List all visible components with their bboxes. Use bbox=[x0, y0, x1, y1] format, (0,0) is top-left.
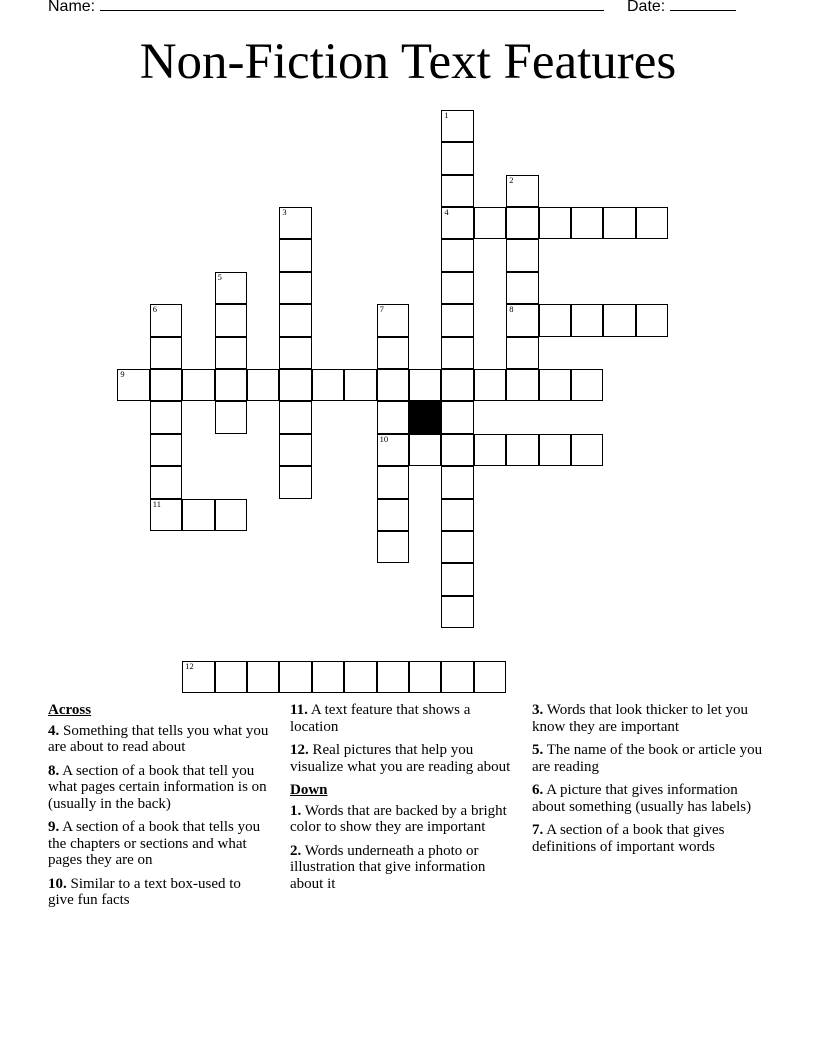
clues-column-1 bbox=[48, 702, 270, 916]
grid-cell[interactable] bbox=[377, 401, 409, 433]
grid-cell[interactable] bbox=[506, 175, 538, 207]
grid-cell[interactable] bbox=[182, 369, 214, 401]
grid-cell[interactable] bbox=[215, 661, 247, 693]
grid-cell[interactable] bbox=[377, 369, 409, 401]
grid-cell[interactable] bbox=[279, 272, 311, 304]
grid-cell[interactable] bbox=[150, 434, 182, 466]
grid-cell[interactable] bbox=[279, 661, 311, 693]
grid-cell[interactable] bbox=[247, 369, 279, 401]
clue-across-9: 9. A section of a book that tells you the chapters or sections and what pages they are on bbox=[48, 819, 261, 868]
grid-cell[interactable] bbox=[117, 369, 149, 401]
across-heading: Across bbox=[48, 702, 92, 718]
grid-cell[interactable] bbox=[441, 466, 473, 498]
clue-across-10: 10. Similar to a text box-used to give fun facts bbox=[48, 875, 241, 908]
grid-cell[interactable] bbox=[377, 661, 409, 693]
grid-cell[interactable] bbox=[279, 369, 311, 401]
grid-cell[interactable] bbox=[603, 207, 635, 239]
clue-number: 6 bbox=[152, 304, 158, 315]
grid-cell[interactable] bbox=[247, 661, 279, 693]
grid-cell[interactable] bbox=[441, 272, 473, 304]
clue-number: 3 bbox=[282, 207, 287, 217]
grid-cell[interactable] bbox=[441, 175, 473, 207]
grid-cell[interactable] bbox=[571, 207, 603, 239]
clue-number: 1 bbox=[444, 109, 449, 120]
grid-cell[interactable] bbox=[441, 239, 473, 271]
grid-cell[interactable] bbox=[377, 304, 409, 336]
grid-cell[interactable] bbox=[506, 434, 538, 466]
grid-cell[interactable] bbox=[474, 207, 506, 239]
clue-number: 12 bbox=[185, 660, 194, 671]
grid-cell[interactable] bbox=[279, 434, 311, 466]
grid-cell[interactable] bbox=[441, 304, 473, 336]
clue-down-5: 5. The name of the book or article you are reading bbox=[532, 742, 763, 775]
grid-cell[interactable] bbox=[215, 337, 247, 369]
clue-number: 5 bbox=[217, 271, 222, 282]
grid-cell[interactable] bbox=[506, 272, 538, 304]
grid-cell[interactable] bbox=[377, 499, 409, 531]
grid-cell[interactable] bbox=[182, 661, 214, 693]
grid-cell[interactable] bbox=[441, 142, 473, 174]
grid-cell[interactable] bbox=[409, 369, 441, 401]
clue-down-2: 2. Words underneath a photo or illustration that give information about it bbox=[290, 842, 486, 892]
grid-cell[interactable] bbox=[506, 304, 538, 336]
clue-across-11: 11. A text feature that shows a location bbox=[290, 702, 471, 735]
grid-cell[interactable] bbox=[344, 661, 376, 693]
grid-cell[interactable] bbox=[636, 304, 668, 336]
grid-cell[interactable] bbox=[506, 207, 538, 239]
grid-cell[interactable] bbox=[215, 369, 247, 401]
clue-number: 7 bbox=[379, 304, 384, 315]
clue-number: 9 bbox=[120, 369, 125, 379]
grid-cell[interactable] bbox=[182, 499, 214, 531]
grid-cell[interactable] bbox=[279, 401, 311, 433]
black-cell bbox=[409, 401, 441, 433]
clue-across-8: 8. A section of a book that tell you what pages certain information is on (usually in the back) bbox=[48, 762, 267, 812]
clue-number: 11 bbox=[152, 498, 161, 509]
grid-cell[interactable] bbox=[441, 563, 473, 595]
page-title: Non-Fiction Text Features bbox=[139, 34, 677, 90]
grid-cell[interactable] bbox=[215, 304, 247, 336]
grid-cell[interactable] bbox=[474, 369, 506, 401]
grid-cell[interactable] bbox=[150, 401, 182, 433]
clue-down-3: 3. Words that look thicker to let you know they are important bbox=[532, 702, 748, 735]
grid-cell[interactable] bbox=[506, 369, 538, 401]
grid-cell[interactable] bbox=[441, 207, 473, 239]
date-label: Date: bbox=[627, 0, 666, 15]
grid-cell[interactable] bbox=[215, 499, 247, 531]
down-heading: Down bbox=[290, 782, 328, 798]
grid-cell[interactable] bbox=[441, 369, 473, 401]
grid-cell[interactable] bbox=[441, 661, 473, 693]
clue-across-4: 4. Something that tells you what you are about to read about bbox=[48, 722, 269, 755]
grid-cell[interactable] bbox=[539, 304, 571, 336]
grid-cell[interactable] bbox=[150, 337, 182, 369]
grid-cell[interactable] bbox=[441, 401, 473, 433]
clue-down-6: 6. A picture that gives information about something (usually has labels) bbox=[532, 782, 752, 815]
grid-cell[interactable] bbox=[571, 369, 603, 401]
name-label: Name: bbox=[48, 0, 96, 15]
clue-across-12: 12. Real pictures that help you visualize what you are reading about bbox=[290, 742, 511, 775]
clues-column-3 bbox=[532, 702, 764, 862]
grid-cell[interactable] bbox=[441, 337, 473, 369]
grid-cell[interactable] bbox=[377, 466, 409, 498]
grid-cell[interactable] bbox=[409, 434, 441, 466]
clue-down-7: 7. A section of a book that gives definitions of important words bbox=[532, 822, 725, 855]
grid-cell[interactable] bbox=[571, 434, 603, 466]
grid-cell[interactable] bbox=[474, 434, 506, 466]
grid-cell[interactable] bbox=[441, 499, 473, 531]
grid-cell[interactable] bbox=[150, 466, 182, 498]
grid-cell[interactable] bbox=[539, 207, 571, 239]
grid-cell[interactable] bbox=[571, 304, 603, 336]
grid-cell[interactable] bbox=[636, 207, 668, 239]
clues-column-2 bbox=[290, 702, 518, 899]
grid-cell[interactable] bbox=[377, 434, 409, 466]
grid-cell[interactable] bbox=[441, 596, 473, 628]
grid-cell[interactable] bbox=[150, 304, 182, 336]
grid-cell[interactable] bbox=[150, 369, 182, 401]
grid-cell[interactable] bbox=[215, 272, 247, 304]
grid-cell[interactable] bbox=[279, 337, 311, 369]
grid-cell[interactable] bbox=[215, 401, 247, 433]
grid-cell[interactable] bbox=[441, 110, 473, 142]
grid-cell[interactable] bbox=[506, 239, 538, 271]
grid-cell[interactable] bbox=[312, 369, 344, 401]
grid-cell[interactable] bbox=[279, 466, 311, 498]
grid-cell[interactable] bbox=[312, 661, 344, 693]
grid-cell[interactable] bbox=[279, 239, 311, 271]
clue-number: 10 bbox=[379, 433, 389, 444]
grid-cell[interactable] bbox=[279, 304, 311, 336]
grid-cell[interactable] bbox=[279, 207, 311, 239]
clue-number: 2 bbox=[509, 174, 514, 185]
grid-cell[interactable] bbox=[150, 499, 182, 531]
clue-number: 4 bbox=[444, 207, 449, 217]
clue-number: 8 bbox=[509, 304, 514, 315]
grid-cell[interactable] bbox=[441, 531, 473, 563]
grid-cell[interactable] bbox=[506, 337, 538, 369]
clue-down-1: 1. Words that are backed by a bright color to show they are important bbox=[290, 802, 507, 835]
grid-cell[interactable] bbox=[474, 661, 506, 693]
grid-cell[interactable] bbox=[539, 369, 571, 401]
grid-cell[interactable] bbox=[377, 337, 409, 369]
grid-cell[interactable] bbox=[603, 304, 635, 336]
grid-cell[interactable] bbox=[441, 434, 473, 466]
grid-cell[interactable] bbox=[409, 661, 441, 693]
grid-cell[interactable] bbox=[344, 369, 376, 401]
grid-cell[interactable] bbox=[377, 531, 409, 563]
grid-cell[interactable] bbox=[539, 434, 571, 466]
